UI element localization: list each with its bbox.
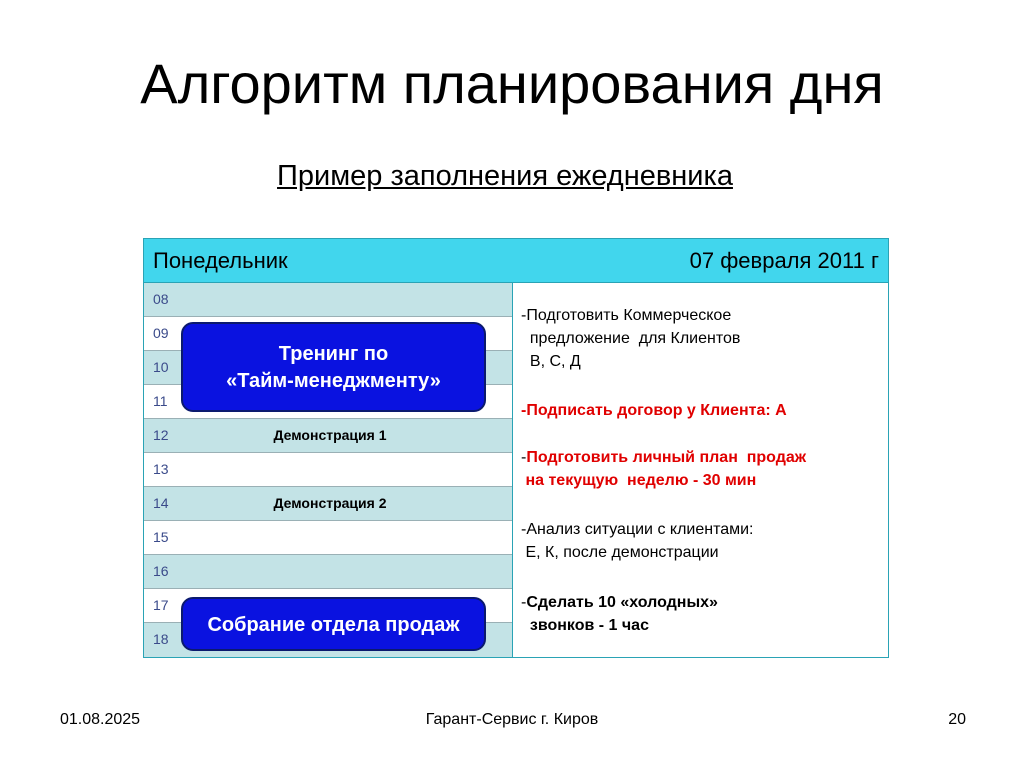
training-event-box <box>181 322 486 412</box>
hour-label: 12 <box>153 427 169 443</box>
training-line-1: Тренинг по <box>278 343 389 365</box>
hour-row-13 <box>144 453 512 487</box>
task-1-line-1: -Подготовить Коммерческое <box>521 307 732 324</box>
hour-label: 13 <box>153 461 169 477</box>
planner-date: 07 февраля 2011 г <box>689 248 879 273</box>
footer-company: Гарант-Сервис г. Киров <box>425 711 599 728</box>
task-5-line-1 <box>521 591 718 614</box>
hour-event: Демонстрация 1 <box>273 427 387 443</box>
task-3-text: Подготовить личный план продаж <box>526 449 807 466</box>
task-4-line-2: Е, К, после демонстрации <box>521 544 719 561</box>
task-3-line-2: на текущую неделю - 30 мин <box>521 472 757 489</box>
planner-header <box>144 239 888 283</box>
task-4-line-1: -Анализ ситуации с клиентами: <box>521 521 754 538</box>
hour-row-14 <box>144 487 512 521</box>
task-2: -Подписать договор у Клиента: А <box>521 402 787 419</box>
meeting-label: Собрание отдела продаж <box>207 614 460 636</box>
hour-row-08 <box>144 283 512 317</box>
hour-row-15 <box>144 521 512 555</box>
hour-row-16 <box>144 555 512 589</box>
meeting-event-box <box>181 597 486 651</box>
page-number: 20 <box>948 711 966 728</box>
hour-label: 08 <box>153 291 169 307</box>
hour-label: 09 <box>153 325 169 341</box>
task-5-text: Сделать 10 «холодных» <box>526 594 718 611</box>
hour-label: 18 <box>153 631 169 647</box>
hour-label: 15 <box>153 529 169 545</box>
slide-subtitle: Пример заполнения ежедневника <box>277 160 733 192</box>
slide-title: Алгоритм планирования дня <box>140 52 884 115</box>
task-3-dash: - <box>521 449 527 466</box>
hour-label: 10 <box>153 359 169 375</box>
hour-row-12 <box>144 419 512 453</box>
hour-label: 14 <box>153 495 169 511</box>
hour-label: 17 <box>153 597 169 613</box>
hour-event: Демонстрация 2 <box>273 495 387 511</box>
planner-day: Понедельник <box>153 248 288 273</box>
training-line-2: «Тайм-менеджменту» <box>226 370 441 392</box>
footer-date: 01.08.2025 <box>60 711 141 728</box>
task-1-line-2: предложение для Клиентов <box>521 330 741 347</box>
task-5-line-2: звонков - 1 час <box>521 617 649 634</box>
task-1-line-3: В, С, Д <box>521 353 581 370</box>
task-3-line-1 <box>521 446 806 469</box>
task-5-dash: - <box>521 594 527 611</box>
hour-label: 16 <box>153 563 169 579</box>
hour-label: 11 <box>153 393 168 409</box>
